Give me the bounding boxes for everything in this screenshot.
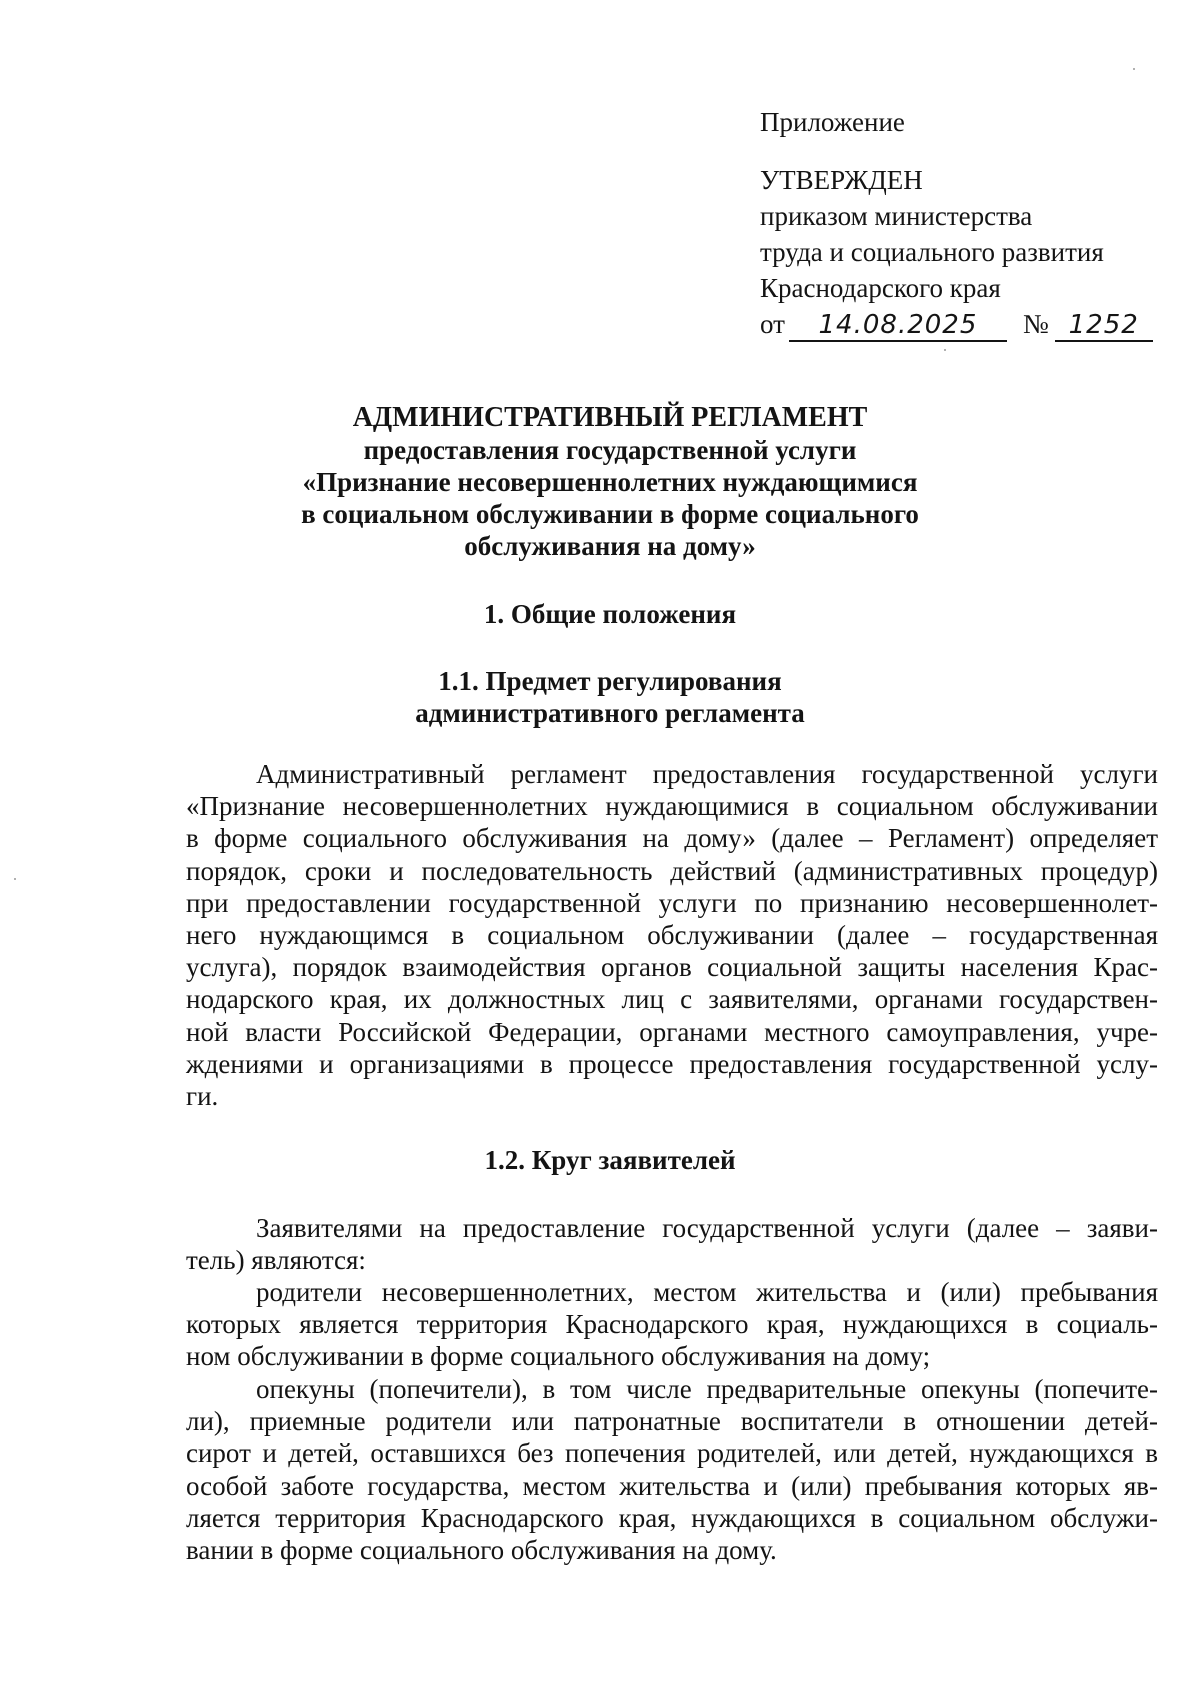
title-line: предоставления государственной услуги [363,435,857,465]
attachment-label: Приложение [760,107,905,137]
section-1-2-paragraph-3 [186,1373,1158,1566]
date-prefix: от [760,309,785,339]
paragraph-line: родители несовершеннолетних, местом жительства и (или) пребывания [256,1277,1158,1307]
paragraph-line: сирот и детей, оставшихся без попечения родителей, или детей, нуждающихся в [186,1438,1158,1469]
approval-date-number-line [760,306,1153,342]
section-1-1-heading [150,665,1070,729]
section-1-2-paragraph-2 [186,1276,1158,1373]
paragraph-line: при предоставлении государственной услуги по признанию несовершеннолет- [186,887,1158,918]
number-label: № [1022,309,1049,339]
paragraph-line: опекуны (попечители), в том числе предварительные опекуны (попечите- [256,1374,1158,1404]
paragraph-line: особой заботе государства, местом жительства и (или) пребывания которых яв- [186,1470,1158,1501]
paragraph-line: Административный регламент предоставления государственной услуги [256,759,1158,789]
paragraph-line: ги. [186,1081,219,1112]
title-line: АДМИНИСТРАТИВНЫЙ РЕГЛАМЕНТ [352,402,868,433]
scan-speck [944,349,946,351]
paragraph-line: ляется территория Краснодарского края, нуждающихся в социальном обслужи- [186,1502,1158,1533]
paragraph-line: ном обслуживании в форме социального обслуживания на дому; [186,1341,931,1372]
heading-line: 1.1. Предмет регулирования [438,666,782,696]
approval-region-line: Краснодарского края [760,273,1001,303]
section-1-2-paragraph-1 [186,1212,1158,1276]
paragraph-line: нодарского края, их должностных лиц с заявителями, органами государствен- [186,984,1158,1015]
paragraph-line: ли), приемные родители или патронатные воспитатели в отношении детей- [186,1406,1158,1437]
document-title [150,402,1070,562]
approval-order-line: приказом министерства [760,201,1033,231]
heading-line: административного регламента [415,698,805,728]
approval-stamp-block [760,104,1153,342]
paragraph-line: вании в форме социального обслуживания на дому. [186,1535,777,1566]
paragraph-line: услуга), порядок взаимодействия органов социальной защиты населения Крас- [186,952,1158,983]
title-line: «Признание несовершеннолетних нуждающимися [302,467,918,497]
approval-ministry-line: труда и социального развития [760,237,1104,267]
paragraph-line: ждениями и организациями в процессе предоставления государственной услу- [186,1048,1158,1079]
scan-speck [14,878,16,880]
section-1-heading: 1. Общие положения [483,599,737,629]
paragraph-line: которых является территория Краснодарского края, нуждающихся в социаль- [186,1309,1158,1340]
paragraph-line: ной власти Российской Федерации, органами местного самоуправления, учре- [186,1016,1158,1047]
paragraph-line: порядок, сроки и последовательность действий (административных процедур) [186,855,1158,886]
section-1-2-heading: 1.2. Круг заявителей [484,1145,736,1175]
handwritten-number: 1252 [1055,310,1153,342]
title-line: обслуживания на дому» [464,531,756,561]
paragraph-line: Заявителями на предоставление государственной услуги (далее – заяви- [256,1213,1158,1243]
paragraph-line: него нуждающимся в социальном обслуживании (далее – государственная [186,920,1158,951]
paragraph-line: в форме социального обслуживания на дому» (далее – Регламент) определяет [186,823,1158,854]
scan-speck [1133,68,1135,70]
title-line: в социальном обслуживании в форме социального [301,499,919,529]
paragraph-line: тель) являются: [186,1245,366,1276]
approved-label: УТВЕРЖДЕН [760,165,923,195]
section-1-1-paragraph [186,758,1158,1112]
paragraph-line: «Признание несовершеннолетних нуждающимися в социальном обслуживании [186,791,1158,822]
handwritten-date: 14.08.2025 [789,310,1007,342]
